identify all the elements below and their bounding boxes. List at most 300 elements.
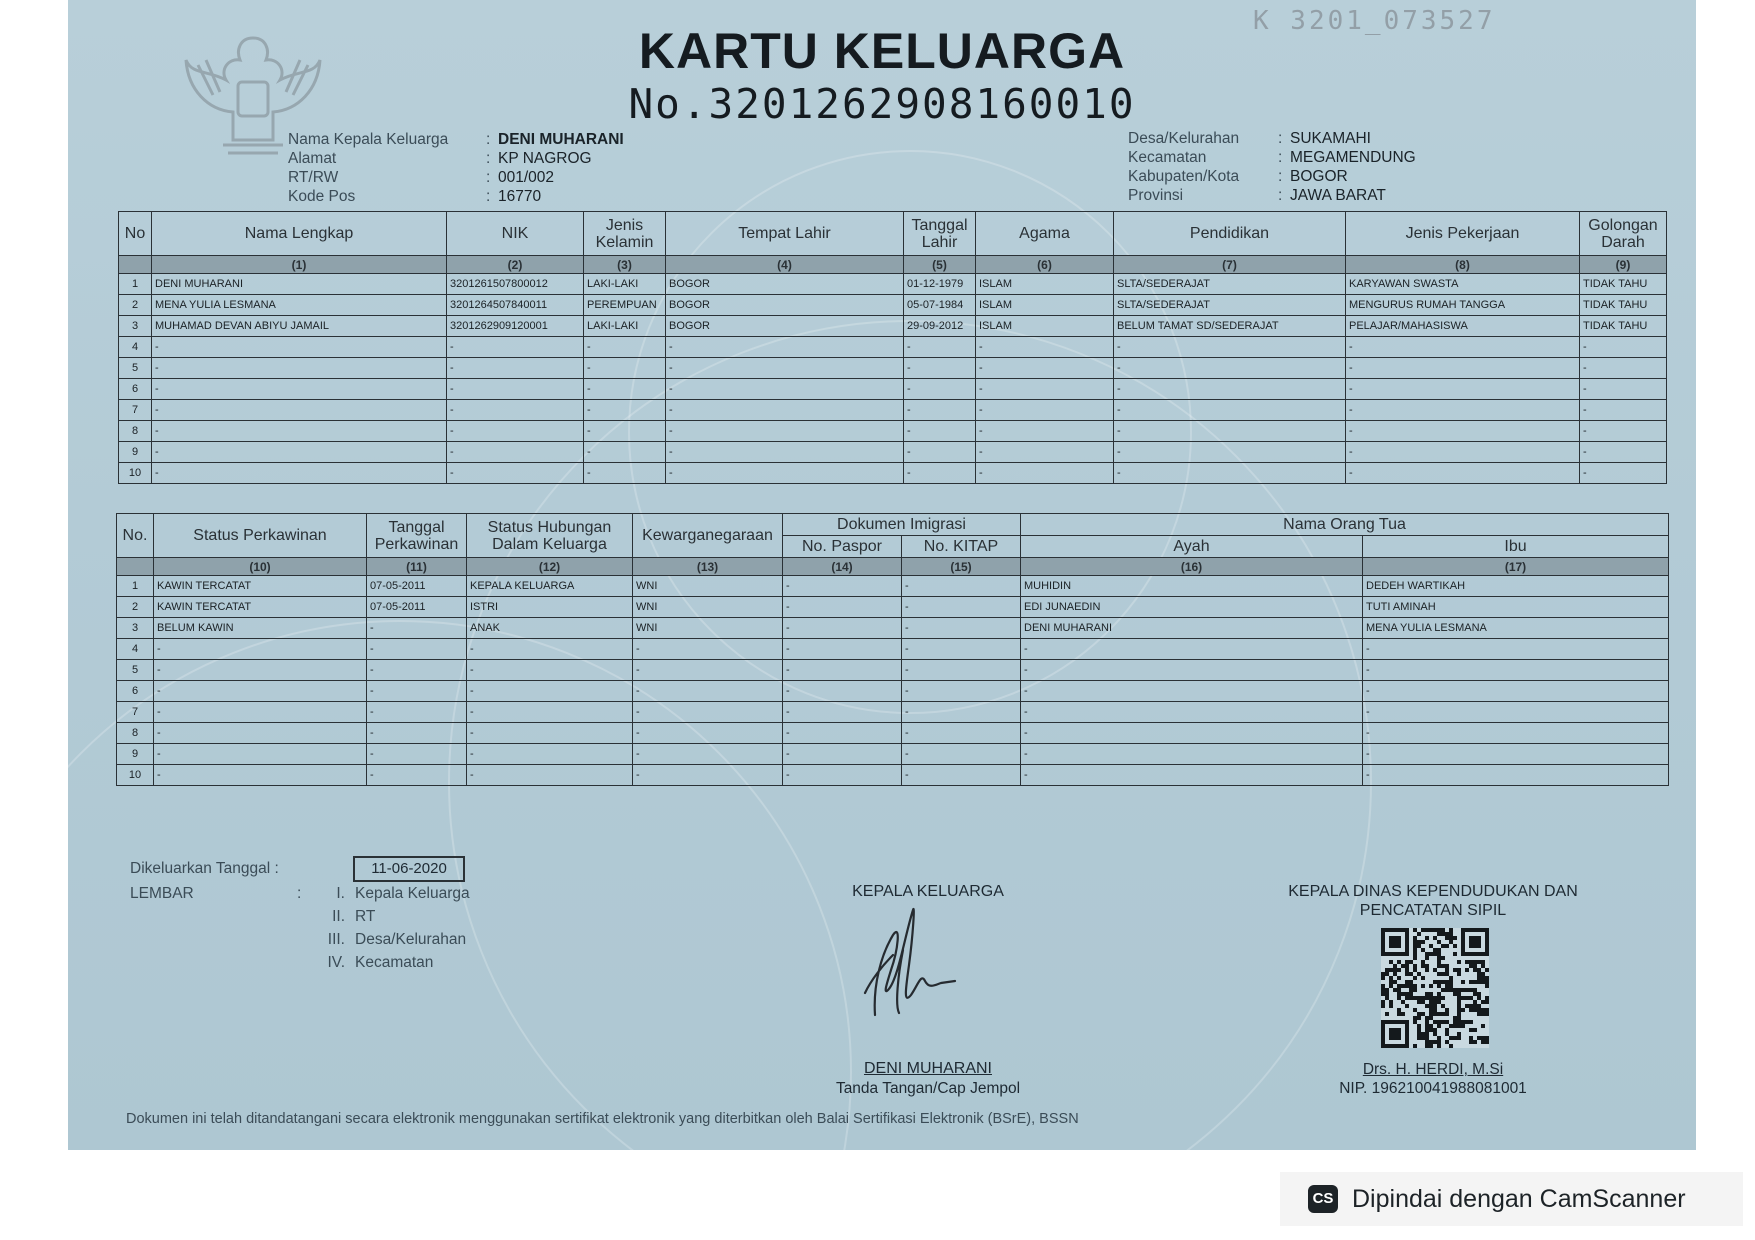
table-cell: - bbox=[154, 744, 367, 765]
header-label: RT/RW bbox=[288, 169, 339, 186]
table-cell: - bbox=[1363, 723, 1669, 744]
table-cell: - bbox=[666, 337, 904, 358]
column-index: (1) bbox=[152, 256, 447, 274]
table-cell: - bbox=[1580, 337, 1667, 358]
table-cell: PELAJAR/MAHASISWA bbox=[1346, 316, 1580, 337]
table-cell: - bbox=[1021, 639, 1363, 660]
table-row bbox=[119, 400, 1667, 421]
column-index: (14) bbox=[783, 558, 902, 576]
table-cell: - bbox=[902, 660, 1021, 681]
column-index bbox=[119, 256, 152, 274]
table-cell: - bbox=[902, 765, 1021, 786]
table-cell: - bbox=[783, 639, 902, 660]
table-row bbox=[117, 618, 1669, 639]
header-value: DENI MUHARANI bbox=[498, 131, 624, 148]
table-cell: - bbox=[1021, 723, 1363, 744]
column-header: Nama Lengkap bbox=[152, 212, 447, 256]
table-cell: - bbox=[367, 681, 467, 702]
table-cell: - bbox=[154, 681, 367, 702]
table-cell: - bbox=[666, 358, 904, 379]
header-colon: : bbox=[1278, 187, 1283, 204]
header-row bbox=[288, 130, 624, 149]
table-cell: - bbox=[783, 618, 902, 639]
table-cell: - bbox=[367, 618, 467, 639]
header-label: Alamat bbox=[288, 150, 337, 167]
head-of-family-heading: KEPALA KELUARGA bbox=[852, 883, 1004, 900]
column-header: Ibu bbox=[1363, 536, 1669, 558]
table-cell: MUHIDIN bbox=[1021, 576, 1363, 597]
column-index bbox=[117, 558, 154, 576]
row-number: 1 bbox=[117, 576, 154, 597]
table-cell: TIDAK TAHU bbox=[1580, 316, 1667, 337]
table-cell: - bbox=[902, 576, 1021, 597]
serial-number: K 3201_073527 bbox=[1253, 6, 1496, 36]
header-value: 001/002 bbox=[498, 169, 555, 186]
table-cell: - bbox=[902, 639, 1021, 660]
table-cell: - bbox=[447, 442, 584, 463]
table-cell: - bbox=[152, 358, 447, 379]
table-cell: - bbox=[154, 765, 367, 786]
table-cell: TIDAK TAHU bbox=[1580, 295, 1667, 316]
table-cell: MUHAMAD DEVAN ABIYU JAMAIL bbox=[152, 316, 447, 337]
header-colon: : bbox=[486, 150, 491, 167]
column-index: (4) bbox=[666, 256, 904, 274]
column-header: No. KITAP bbox=[902, 536, 1021, 558]
table-cell: - bbox=[584, 421, 666, 442]
column-header: Ayah bbox=[1021, 536, 1363, 558]
table-cell: - bbox=[976, 400, 1114, 421]
header-label: Desa/Kelurahan bbox=[1128, 130, 1240, 147]
column-index: (16) bbox=[1021, 558, 1363, 576]
table-cell: - bbox=[633, 702, 783, 723]
table-row bbox=[117, 660, 1669, 681]
table-cell: 29-09-2012 bbox=[904, 316, 976, 337]
document-title: KARTU KELUARGA bbox=[638, 23, 1126, 79]
camscanner-text: Dipindai dengan CamScanner bbox=[1352, 1184, 1686, 1213]
table-cell: SLTA/SEDERAJAT bbox=[1114, 274, 1346, 295]
table-cell: - bbox=[902, 702, 1021, 723]
issued-date-label: Dikeluarkan Tanggal : bbox=[130, 860, 279, 877]
header-label: Nama Kepala Keluarga bbox=[288, 131, 449, 148]
table-cell: - bbox=[1021, 765, 1363, 786]
table-cell: - bbox=[584, 379, 666, 400]
table-cell: - bbox=[1021, 702, 1363, 723]
lembar-list bbox=[313, 882, 470, 974]
table-cell: - bbox=[447, 358, 584, 379]
column-header: No. bbox=[117, 514, 154, 558]
table-cell: - bbox=[1363, 660, 1669, 681]
column-header: Agama bbox=[976, 212, 1114, 256]
table-cell: - bbox=[902, 597, 1021, 618]
table-cell: - bbox=[902, 681, 1021, 702]
table-cell: DENI MUHARANI bbox=[1021, 618, 1363, 639]
row-number: 10 bbox=[117, 765, 154, 786]
row-number: 3 bbox=[117, 618, 154, 639]
row-number: 6 bbox=[119, 379, 152, 400]
table-cell: - bbox=[1580, 379, 1667, 400]
lembar-text: LEMBAR bbox=[130, 885, 194, 902]
row-number: 4 bbox=[119, 337, 152, 358]
table-cell: - bbox=[467, 723, 633, 744]
table-cell: - bbox=[904, 421, 976, 442]
table-cell: - bbox=[584, 337, 666, 358]
row-number: 2 bbox=[119, 295, 152, 316]
table-cell: - bbox=[1363, 744, 1669, 765]
table-cell: - bbox=[467, 744, 633, 765]
family-status-table bbox=[116, 513, 1669, 786]
table-cell: - bbox=[783, 597, 902, 618]
row-number: 4 bbox=[117, 639, 154, 660]
column-index: (15) bbox=[902, 558, 1021, 576]
column-group-header: Nama Orang Tua bbox=[1021, 514, 1669, 536]
camscanner-watermark bbox=[1280, 1172, 1743, 1226]
table-cell: ISTRI bbox=[467, 597, 633, 618]
table-cell: - bbox=[1021, 744, 1363, 765]
column-index: (9) bbox=[1580, 256, 1667, 274]
table-cell: - bbox=[367, 660, 467, 681]
table-cell: KARYAWAN SWASTA bbox=[1346, 274, 1580, 295]
agency-head-name: Drs. H. HERDI, M.Si bbox=[1362, 1061, 1504, 1078]
header-colon: : bbox=[1278, 130, 1283, 147]
header-row bbox=[288, 149, 624, 168]
table-cell: - bbox=[904, 463, 976, 484]
table-cell: TIDAK TAHU bbox=[1580, 274, 1667, 295]
column-index: (5) bbox=[904, 256, 976, 274]
table-cell: ISLAM bbox=[976, 316, 1114, 337]
table-row bbox=[117, 639, 1669, 660]
header-colon: : bbox=[486, 169, 491, 186]
table-cell: - bbox=[976, 358, 1114, 379]
table-cell: - bbox=[367, 744, 467, 765]
table-row bbox=[117, 597, 1669, 618]
table-cell: - bbox=[467, 681, 633, 702]
row-number: 3 bbox=[119, 316, 152, 337]
table-row bbox=[117, 723, 1669, 744]
column-header: No bbox=[119, 212, 152, 256]
signature-caption: Tanda Tangan/Cap Jempol bbox=[835, 1080, 1021, 1097]
header-row bbox=[1128, 167, 1416, 186]
lembar-num: I. bbox=[336, 885, 345, 902]
column-index: (13) bbox=[633, 558, 783, 576]
row-number: 10 bbox=[119, 463, 152, 484]
qr-code-icon bbox=[1381, 927, 1489, 1049]
table-cell: - bbox=[666, 400, 904, 421]
header-row bbox=[288, 187, 624, 206]
table-cell: - bbox=[783, 702, 902, 723]
header-colon: : bbox=[1278, 168, 1283, 185]
table-header-row bbox=[119, 212, 1667, 256]
lembar-text: Kepala Keluarga bbox=[355, 885, 470, 902]
document-number: No.3201262908160010 bbox=[628, 80, 1136, 128]
table-cell: - bbox=[1363, 702, 1669, 723]
header-left-info bbox=[288, 130, 624, 206]
lembar-num: III. bbox=[327, 931, 345, 948]
table-cell: - bbox=[367, 639, 467, 660]
header-value: JAWA BARAT bbox=[1290, 187, 1386, 204]
table-cell: MENGURUS RUMAH TANGGA bbox=[1346, 295, 1580, 316]
column-index: (8) bbox=[1346, 256, 1580, 274]
table-cell: - bbox=[1114, 421, 1346, 442]
table-cell: - bbox=[1114, 400, 1346, 421]
lembar-item bbox=[313, 882, 470, 905]
header-right-info bbox=[1128, 129, 1416, 205]
header-colon: : bbox=[486, 131, 491, 148]
camscanner-logo-icon: CS bbox=[1308, 1185, 1338, 1213]
table-cell: ANAK bbox=[467, 618, 633, 639]
column-index: (10) bbox=[154, 558, 367, 576]
table-cell: - bbox=[633, 639, 783, 660]
table-cell: - bbox=[1346, 442, 1580, 463]
table-cell: - bbox=[783, 723, 902, 744]
table-cell: KEPALA KELUARGA bbox=[467, 576, 633, 597]
table-cell: TUTI AMINAH bbox=[1363, 597, 1669, 618]
table-cell: - bbox=[447, 400, 584, 421]
table-cell: - bbox=[633, 723, 783, 744]
table-cell: BOGOR bbox=[666, 316, 904, 337]
table-cell: 3201262909120001 bbox=[447, 316, 584, 337]
table-cell: - bbox=[904, 379, 976, 400]
row-number: 9 bbox=[117, 744, 154, 765]
signature-image bbox=[843, 895, 963, 1030]
lembar-label bbox=[130, 882, 302, 905]
table-cell: - bbox=[447, 463, 584, 484]
column-header: Kewarganegaraan bbox=[633, 514, 783, 558]
table-row bbox=[117, 744, 1669, 765]
table-cell: - bbox=[1346, 337, 1580, 358]
table-cell: - bbox=[633, 765, 783, 786]
lembar-item bbox=[313, 928, 470, 951]
row-number: 5 bbox=[117, 660, 154, 681]
column-header: No. Paspor bbox=[783, 536, 902, 558]
family-members-body bbox=[119, 274, 1667, 484]
agency-head-nip: NIP. 196210041988081001 bbox=[1339, 1080, 1527, 1097]
table-cell: - bbox=[976, 442, 1114, 463]
table-row bbox=[119, 316, 1667, 337]
row-number: 8 bbox=[117, 723, 154, 744]
table-cell: SLTA/SEDERAJAT bbox=[1114, 295, 1346, 316]
table-cell: - bbox=[783, 660, 902, 681]
table-row bbox=[117, 681, 1669, 702]
table-cell: - bbox=[584, 463, 666, 484]
table-cell: - bbox=[467, 660, 633, 681]
lembar-text: Kecamatan bbox=[355, 954, 434, 971]
column-index: (11) bbox=[367, 558, 467, 576]
issued-date-value: 11-06-2020 bbox=[353, 856, 465, 882]
table-cell: - bbox=[633, 681, 783, 702]
table-cell: - bbox=[904, 337, 976, 358]
header-value: BOGOR bbox=[1290, 168, 1348, 185]
column-header: Status Hubungan Dalam Keluarga bbox=[467, 514, 633, 558]
table-cell: - bbox=[666, 442, 904, 463]
column-index: (6) bbox=[976, 256, 1114, 274]
electronic-signature-note: Dokumen ini telah ditandatangani secara elektronik menggunakan sertifikat elektronik yang diterbitkan oleh Balai Sertifikasi Elektronik (BSrE), BSSN bbox=[126, 1111, 1079, 1127]
table-cell: - bbox=[1021, 660, 1363, 681]
table-cell: - bbox=[902, 723, 1021, 744]
lembar-colon: : bbox=[297, 885, 302, 902]
header-row bbox=[1128, 129, 1416, 148]
table-cell: - bbox=[633, 660, 783, 681]
row-number: 6 bbox=[117, 681, 154, 702]
table-cell: - bbox=[1114, 442, 1346, 463]
table-cell: - bbox=[367, 765, 467, 786]
row-number: 7 bbox=[119, 400, 152, 421]
table-cell: 3201264507840011 bbox=[447, 295, 584, 316]
lembar-item bbox=[313, 951, 470, 974]
family-card-document bbox=[68, 0, 1696, 1150]
table-cell: - bbox=[152, 400, 447, 421]
table-cell: BELUM TAMAT SD/SEDERAJAT bbox=[1114, 316, 1346, 337]
table-row bbox=[117, 765, 1669, 786]
table-cell: WNI bbox=[633, 597, 783, 618]
table-cell: - bbox=[467, 639, 633, 660]
table-cell: MENA YULIA LESMANA bbox=[1363, 618, 1669, 639]
column-group-header: Dokumen Imigrasi bbox=[783, 514, 1021, 536]
table-cell: BOGOR bbox=[666, 295, 904, 316]
column-index: (7) bbox=[1114, 256, 1346, 274]
table-cell: - bbox=[1021, 681, 1363, 702]
table-cell: - bbox=[1580, 421, 1667, 442]
row-number: 8 bbox=[119, 421, 152, 442]
table-cell: BOGOR bbox=[666, 274, 904, 295]
column-header: Jenis Pekerjaan bbox=[1346, 212, 1580, 256]
table-row bbox=[119, 379, 1667, 400]
row-number: 9 bbox=[119, 442, 152, 463]
table-header-row bbox=[117, 514, 1669, 536]
table-cell: 07-05-2011 bbox=[367, 597, 467, 618]
header-label: Provinsi bbox=[1128, 187, 1184, 204]
table-cell: - bbox=[783, 765, 902, 786]
column-header: Tanggal Perkawinan bbox=[367, 514, 467, 558]
column-header: Golongan Darah bbox=[1580, 212, 1667, 256]
lembar-num: IV. bbox=[327, 954, 345, 971]
table-cell: - bbox=[152, 379, 447, 400]
table-row bbox=[119, 274, 1667, 295]
column-index: (17) bbox=[1363, 558, 1669, 576]
table-cell: - bbox=[152, 463, 447, 484]
table-cell: - bbox=[367, 702, 467, 723]
table-cell: - bbox=[1580, 463, 1667, 484]
head-of-family-name: DENI MUHARANI bbox=[863, 1060, 992, 1077]
column-index-row bbox=[117, 558, 1669, 576]
table-cell: - bbox=[584, 358, 666, 379]
lembar-item bbox=[313, 905, 470, 928]
table-cell: - bbox=[154, 639, 367, 660]
table-cell: - bbox=[152, 421, 447, 442]
row-number: 5 bbox=[119, 358, 152, 379]
table-cell: - bbox=[1363, 765, 1669, 786]
table-row bbox=[119, 358, 1667, 379]
table-cell: KAWIN TERCATAT bbox=[154, 597, 367, 618]
header-value: KP NAGROG bbox=[498, 150, 592, 167]
table-cell: - bbox=[783, 681, 902, 702]
table-cell: - bbox=[152, 337, 447, 358]
table-row bbox=[117, 702, 1669, 723]
table-row bbox=[119, 295, 1667, 316]
table-cell: - bbox=[447, 379, 584, 400]
table-cell: - bbox=[1346, 400, 1580, 421]
table-cell: 05-07-1984 bbox=[904, 295, 976, 316]
table-row bbox=[119, 442, 1667, 463]
header-label: Kabupaten/Kota bbox=[1128, 168, 1240, 185]
table-cell: - bbox=[152, 442, 447, 463]
table-cell: - bbox=[904, 442, 976, 463]
table-cell: - bbox=[467, 702, 633, 723]
table-cell: - bbox=[1114, 337, 1346, 358]
table-cell: - bbox=[1580, 442, 1667, 463]
table-cell: - bbox=[1346, 421, 1580, 442]
table-cell: - bbox=[1114, 379, 1346, 400]
table-cell: PEREMPUAN bbox=[584, 295, 666, 316]
header-row bbox=[288, 168, 624, 187]
lembar-text: Desa/Kelurahan bbox=[355, 931, 467, 948]
table-cell: - bbox=[467, 765, 633, 786]
table-cell: - bbox=[1114, 463, 1346, 484]
table-row bbox=[117, 576, 1669, 597]
table-cell: - bbox=[902, 744, 1021, 765]
table-cell: DENI MUHARANI bbox=[152, 274, 447, 295]
table-cell: - bbox=[154, 702, 367, 723]
table-cell: - bbox=[367, 723, 467, 744]
table-cell: BELUM KAWIN bbox=[154, 618, 367, 639]
table-cell: 01-12-1979 bbox=[904, 274, 976, 295]
table-cell: - bbox=[1580, 358, 1667, 379]
header-value: MEGAMENDUNG bbox=[1290, 149, 1416, 166]
table-cell: DEDEH WARTIKAH bbox=[1363, 576, 1669, 597]
column-header: Tanggal Lahir bbox=[904, 212, 976, 256]
agency-head-heading: KEPALA DINAS KEPENDUDUKAN DAN PENCATATAN SIPIL bbox=[1288, 883, 1578, 919]
row-number: 2 bbox=[117, 597, 154, 618]
header-label: Kecamatan bbox=[1128, 149, 1207, 166]
column-index-row bbox=[119, 256, 1667, 274]
table-cell: MENA YULIA LESMANA bbox=[152, 295, 447, 316]
table-cell: - bbox=[154, 660, 367, 681]
table-cell: WNI bbox=[633, 576, 783, 597]
table-cell: - bbox=[783, 576, 902, 597]
table-cell: - bbox=[584, 400, 666, 421]
header-row bbox=[1128, 186, 1416, 205]
table-cell: - bbox=[1346, 379, 1580, 400]
column-index: (3) bbox=[584, 256, 666, 274]
column-header: Status Perkawinan bbox=[154, 514, 367, 558]
table-cell: - bbox=[666, 463, 904, 484]
table-cell: - bbox=[666, 421, 904, 442]
family-status-body bbox=[117, 576, 1669, 786]
table-cell: LAKI-LAKI bbox=[584, 274, 666, 295]
table-cell: 07-05-2011 bbox=[367, 576, 467, 597]
table-cell: - bbox=[976, 379, 1114, 400]
table-cell: - bbox=[976, 463, 1114, 484]
header-colon: : bbox=[486, 188, 491, 205]
table-cell: - bbox=[633, 744, 783, 765]
table-cell: - bbox=[1346, 358, 1580, 379]
table-cell: KAWIN TERCATAT bbox=[154, 576, 367, 597]
column-header: Tempat Lahir bbox=[666, 212, 904, 256]
table-cell: - bbox=[976, 337, 1114, 358]
table-cell: - bbox=[447, 337, 584, 358]
column-header: Pendidikan bbox=[1114, 212, 1346, 256]
header-label: Kode Pos bbox=[288, 188, 356, 205]
row-number: 7 bbox=[117, 702, 154, 723]
table-cell: - bbox=[1363, 681, 1669, 702]
table-cell: - bbox=[447, 421, 584, 442]
family-members-table bbox=[118, 211, 1667, 484]
table-row bbox=[119, 421, 1667, 442]
column-header: Jenis Kelamin bbox=[584, 212, 666, 256]
table-cell: - bbox=[904, 358, 976, 379]
table-cell: WNI bbox=[633, 618, 783, 639]
header-colon: : bbox=[1278, 149, 1283, 166]
table-cell: - bbox=[976, 421, 1114, 442]
